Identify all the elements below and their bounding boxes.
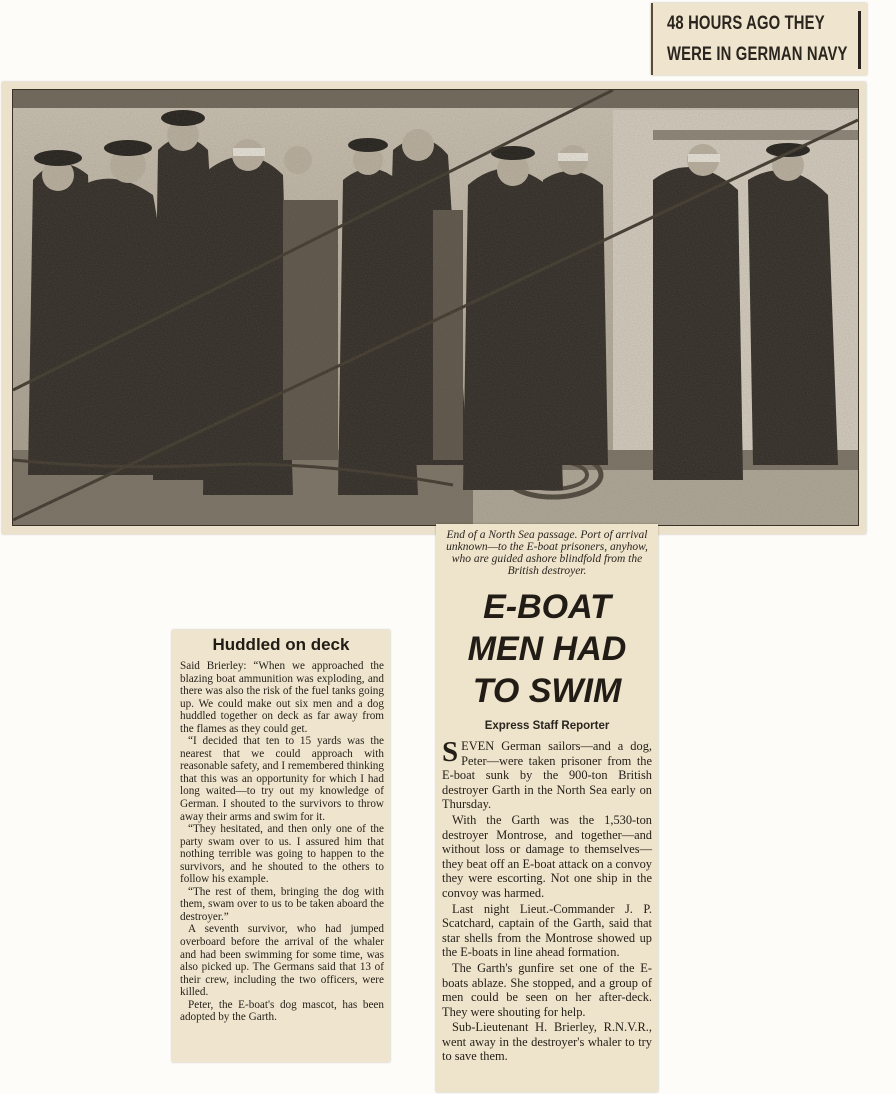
drop-cap: S	[442, 736, 459, 768]
article-paragraph: SEVEN German sailors—and a dog, Peter—were taken prisoner from the E-boat sunk by the 900-ton British destroyer Garth in the North Sea early on Thursday.	[442, 736, 652, 812]
sidebar-body	[180, 660, 384, 1024]
article-body	[442, 736, 652, 1065]
article-paragraph: The Garth's gunfire set one of the E-boats ablaze. She stopped, and a group of men could be seen on her after-deck. They were shouting for help.	[442, 960, 652, 1019]
sidebar-paragraph: A seventh survivor, who had jumped overboard before the arrival of the whaler and had been swimming for some time, was also picked up. The Germans said that 13 of their crew, including the two officers, were killed.	[180, 923, 384, 999]
sidebar-article-clipping	[172, 630, 390, 1062]
clipping-headline-line2: WERE IN GERMAN NAVY	[667, 44, 848, 65]
article-paragraph: Sub-Lieutenant H. Brierley, R.N.V.R., went away in the destroyer's whaler to try to save them.	[442, 1020, 652, 1064]
headline-line-2: MEN HAD	[467, 630, 627, 668]
headline-line-3: TO SWIM	[472, 672, 622, 710]
sidebar-title: Huddled on deck	[212, 635, 350, 654]
sidebar-paragraph: “The rest of them, bringing the dog with them, swam over to us to be taken aboard the destroyer.”	[180, 885, 384, 923]
byline: Express Staff Reporter	[484, 720, 610, 732]
photo-clipping	[2, 82, 866, 534]
sidebar-paragraph: Said Brierley: “When we approached the blazing boat ammunition was exploding, and there was also the risk of the fuel tanks going up. We could make out six men and a dog huddled together on deck as far away from the flames as they could get.	[180, 660, 384, 735]
article-headline	[438, 586, 656, 712]
sidebar-paragraph: “I decided that ten to 15 yards was the nearest that we could approach with reasonable safety, and I remembered thinking that this was an opportunity for which I had long waited—to try out my knowledge of German. I shouted to the survivors to throw away their arms and swim for it.	[180, 735, 384, 823]
news-photo	[12, 89, 859, 526]
clipping-headline-line1: 48 HOURS AGO THEY	[667, 13, 825, 34]
column-rule	[858, 11, 861, 69]
headline-line-1: E-BOAT	[483, 588, 611, 626]
photo-caption: End of a North Sea passage. Port of arrival unknown—to the E-boat prisoners, anyhow, who are guided ashore blindfold from the British destroyer.	[446, 529, 648, 577]
article-paragraph: Last night Lieut.-Commander J. P. Scatchard, captain of the Garth, said that star shells from the Montrose showed up the E-boats in line ahead formation.	[442, 901, 652, 960]
main-article-clipping	[436, 524, 658, 1092]
article-paragraph: With the Garth was the 1,530-ton destroyer Montrose, and together—and without loss or damage to themselves—they beat off an E-boat attack on a convoy they were escorting. Not one ship in the convoy was harmed.	[442, 812, 652, 900]
sidebar-paragraph: “They hesitated, and then only one of the party swam over to us. I assured him that nothing terrible was going to happen to the survivors, and he shouted to the others to follow his example.	[180, 823, 384, 886]
headline-clipping	[651, 3, 867, 75]
sidebar-paragraph: Peter, the E-boat's dog mascot, has been adopted by the Garth.	[180, 998, 384, 1024]
